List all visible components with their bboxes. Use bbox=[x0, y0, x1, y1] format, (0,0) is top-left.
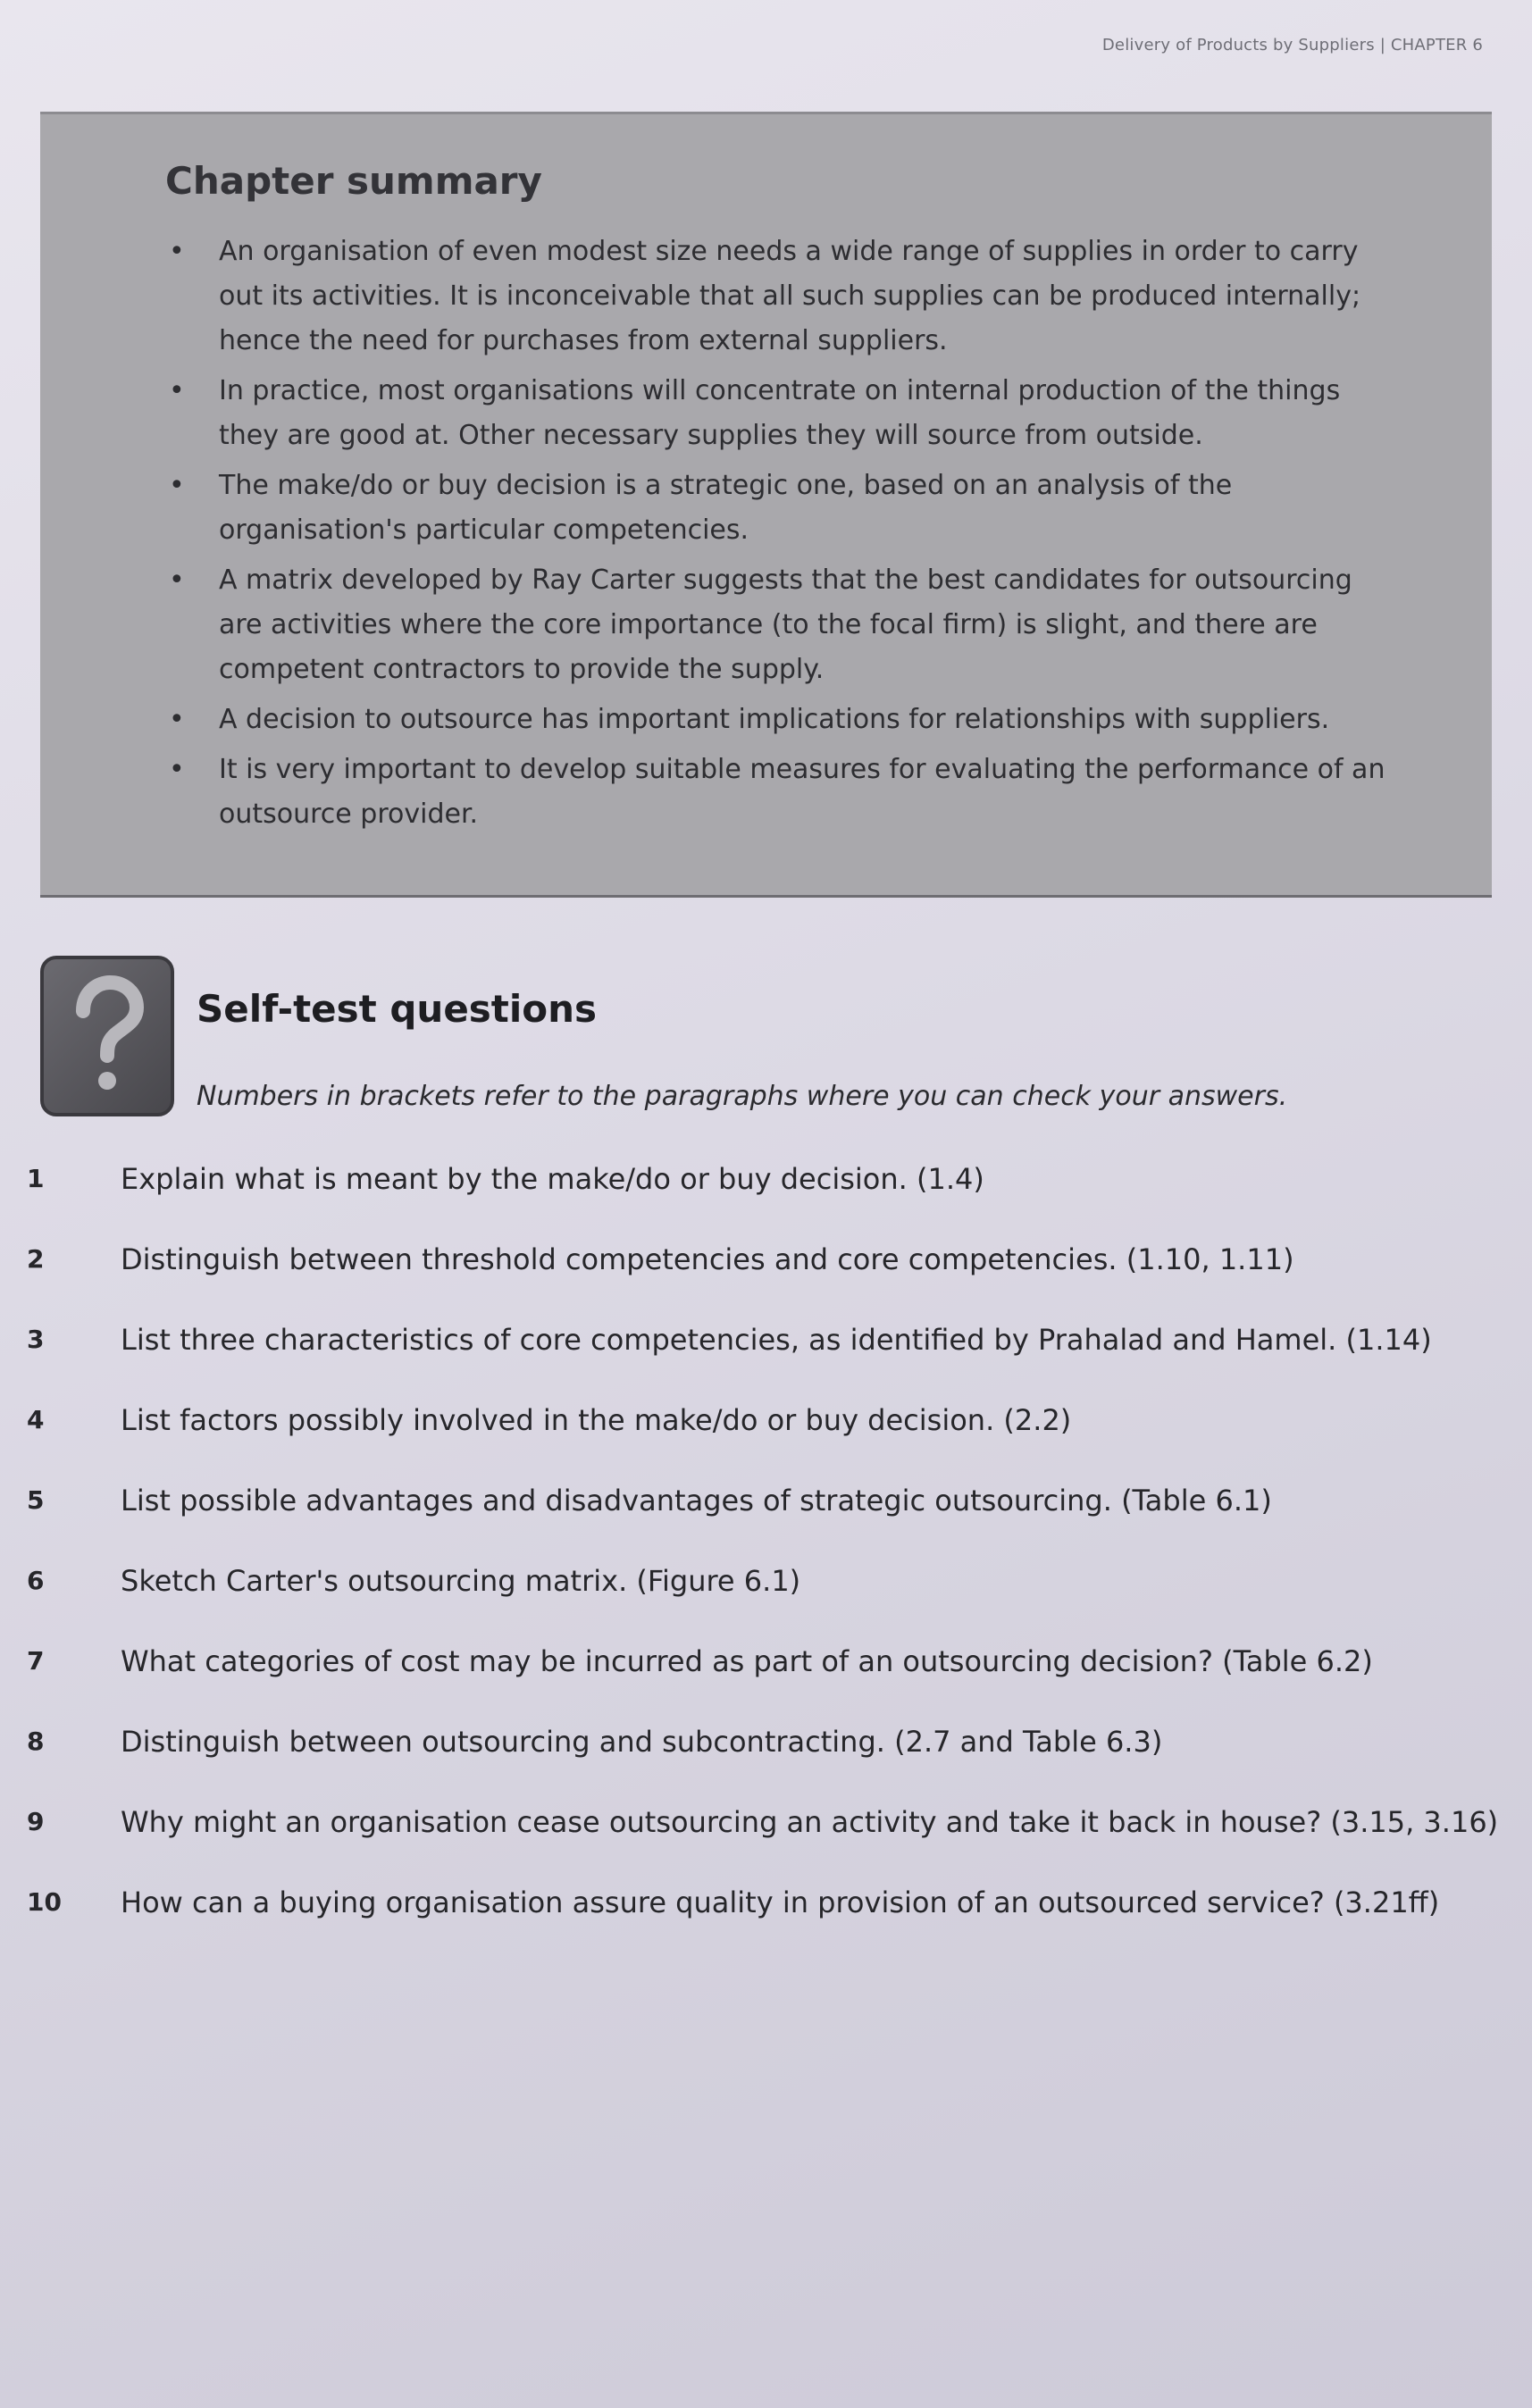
question-number: 3 bbox=[27, 1325, 45, 1354]
summary-item-text: An organisation of even modest size needs a wide range of supplies in order to carry out its activities. It is inconceivable that all such supplies can be produced internally; hence the need for purchases from external suppliers. bbox=[219, 236, 1361, 356]
summary-item bbox=[165, 558, 1402, 692]
question-item bbox=[27, 1483, 1492, 1563]
question-item bbox=[27, 1322, 1492, 1402]
question-number: 8 bbox=[27, 1727, 45, 1756]
question-list bbox=[27, 1161, 1499, 1965]
question-text: List three characteristics of core competencies, as identified by Prahalad and Hamel. (1.14) bbox=[121, 1323, 1432, 1357]
bullet-icon: • bbox=[169, 754, 185, 785]
question-item bbox=[27, 1402, 1492, 1483]
summary-item-text: It is very important to develop suitable measures for evaluating the performance of an outsource provider. bbox=[219, 754, 1385, 830]
bullet-icon: • bbox=[169, 470, 185, 501]
question-number: 2 bbox=[27, 1244, 45, 1274]
summary-list bbox=[130, 230, 1402, 837]
summary-item bbox=[165, 698, 1402, 742]
question-number: 9 bbox=[27, 1807, 45, 1836]
bullet-icon: • bbox=[169, 564, 185, 596]
question-text: Explain what is meant by the make/do or buy decision. (1.4) bbox=[121, 1162, 984, 1196]
question-number: 10 bbox=[27, 1887, 62, 1917]
chapter-summary-box bbox=[40, 112, 1492, 898]
question-text: How can a buying organisation assure quality in provision of an outsourced service? (3.21ff) bbox=[121, 1885, 1440, 1919]
question-text: Distinguish between outsourcing and subcontracting. (2.7 and Table 6.3) bbox=[121, 1725, 1163, 1759]
self-test-header bbox=[40, 956, 1487, 1125]
summary-item bbox=[165, 748, 1402, 837]
question-item bbox=[27, 1161, 1492, 1242]
question-item bbox=[27, 1242, 1492, 1322]
summary-item-text: A decision to outsource has important implications for relationships with suppliers. bbox=[219, 704, 1330, 735]
question-text: Why might an organisation cease outsourcing an activity and take it back in house? (3.15, 3.16) bbox=[121, 1805, 1499, 1839]
summary-item bbox=[165, 369, 1402, 458]
question-item bbox=[27, 1804, 1499, 1885]
question-number: 6 bbox=[27, 1566, 45, 1595]
question-text: What categories of cost may be incurred as part of an outsourcing decision? (Table 6.2) bbox=[121, 1644, 1373, 1678]
question-text: List possible advantages and disadvantages of strategic outsourcing. (Table 6.1) bbox=[121, 1484, 1272, 1518]
question-number: 7 bbox=[27, 1646, 45, 1676]
summary-title: Chapter summary bbox=[165, 159, 542, 203]
question-text: Sketch Carter's outsourcing matrix. (Figure 6.1) bbox=[121, 1564, 801, 1598]
summary-item-text: A matrix developed by Ray Carter suggests that the best candidates for outsourcing are activities where the core importance (to the focal firm) is slight, and there are competent contractors to provide the supply. bbox=[219, 564, 1352, 685]
summary-item bbox=[165, 230, 1402, 364]
question-item bbox=[27, 1885, 1492, 1965]
question-number: 4 bbox=[27, 1405, 45, 1434]
question-mark-glyph bbox=[58, 974, 156, 1099]
summary-item-text: In practice, most organisations will concentrate on internal production of the things they are good at. Other necessary supplies they will source from outside. bbox=[219, 375, 1341, 451]
question-number: 1 bbox=[27, 1164, 45, 1193]
bullet-icon: • bbox=[169, 375, 185, 406]
question-item bbox=[27, 1724, 1492, 1804]
running-header: Delivery of Products by Suppliers | CHAPTER 6 bbox=[1101, 36, 1483, 54]
self-test-title: Self-test questions bbox=[197, 987, 598, 1031]
question-mark-icon bbox=[40, 956, 174, 1116]
question-text: List factors possibly involved in the make/do or buy decision. (2.2) bbox=[121, 1403, 1072, 1437]
bullet-icon: • bbox=[169, 236, 185, 267]
summary-item-text: The make/do or buy decision is a strategic one, based on an analysis of the organisation's particular competencies. bbox=[219, 470, 1233, 546]
question-number: 5 bbox=[27, 1485, 45, 1515]
summary-item bbox=[165, 464, 1402, 553]
question-item bbox=[27, 1643, 1492, 1724]
question-item bbox=[27, 1563, 1492, 1643]
self-test-note: Numbers in brackets refer to the paragraphs where you can check your answers. bbox=[197, 1081, 1288, 1112]
question-text: Distinguish between threshold competencies and core competencies. (1.10, 1.11) bbox=[121, 1242, 1294, 1276]
bullet-icon: • bbox=[169, 704, 185, 735]
